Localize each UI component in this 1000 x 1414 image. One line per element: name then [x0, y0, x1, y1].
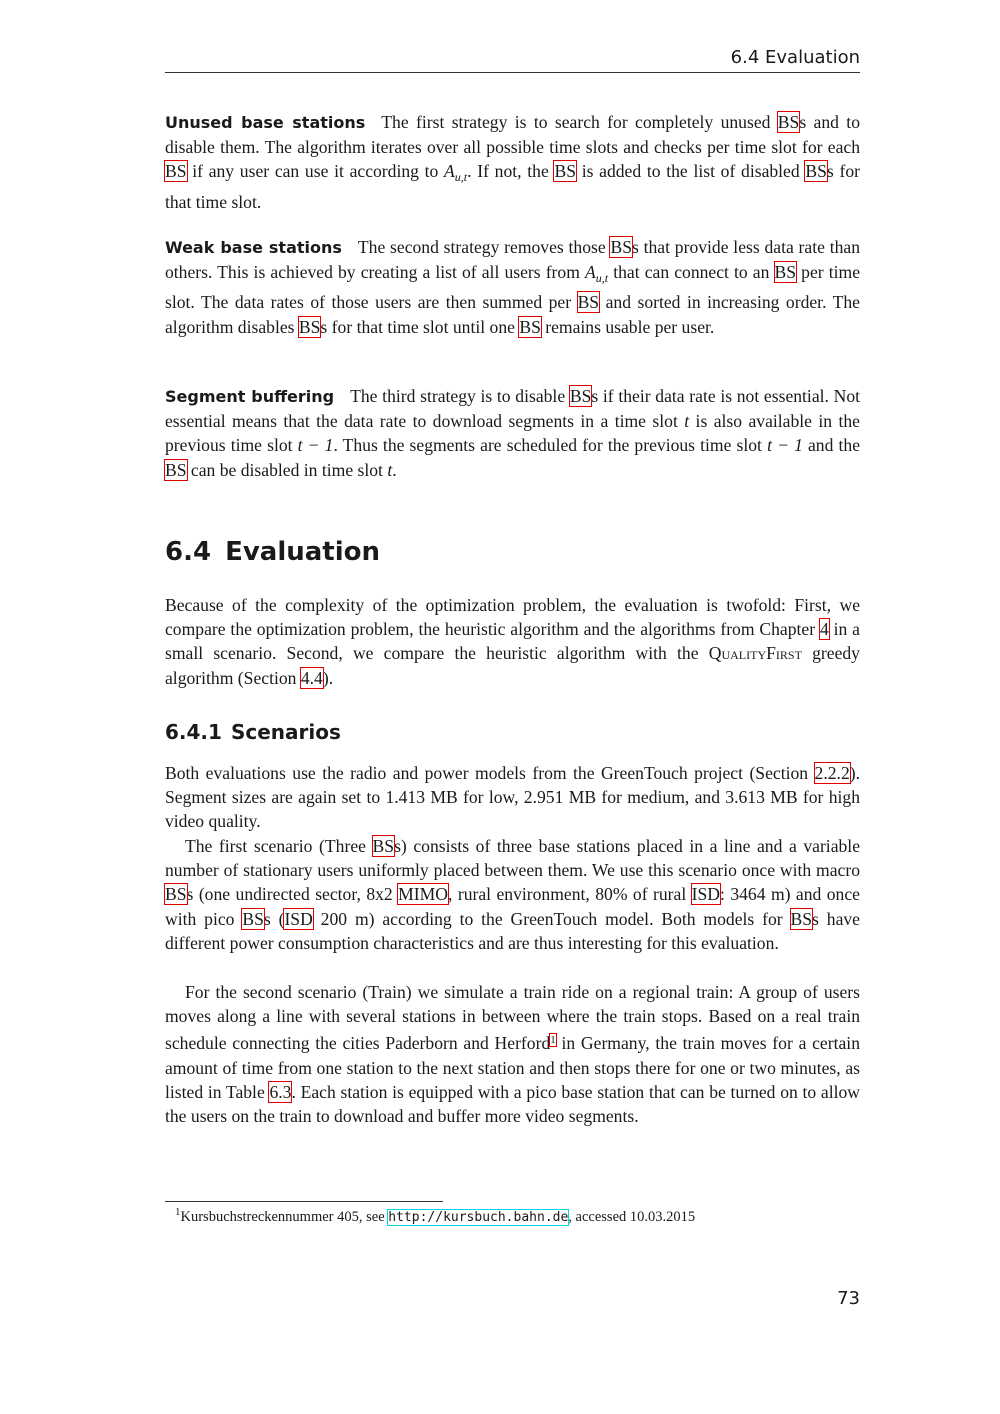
acronym-link-isd[interactable]: ISD — [691, 884, 721, 905]
math-symbol: t — [387, 459, 393, 480]
paragraph-weak-base-stations: Weak base stations The second strategy removes those BSs that provide less data rate than others. This is achieved by creating a list of all users from $A_{u,t}$ that can connect to an BS per time slot. The data rates of those users are then summed per BS and sorted in increasing order. The algorithm disables BSs for that time slot until one BS remains usable per user. — [165, 237, 861, 337]
math-symbol: t — [684, 411, 690, 432]
acronym-link-bs[interactable]: BS — [777, 112, 800, 132]
acronym-link-bs[interactable]: BS — [165, 161, 187, 182]
acronym-link-bs[interactable]: BS — [165, 459, 187, 480]
algorithm-name: QualityFirst — [708, 643, 802, 664]
acronym-link-bs[interactable]: BS — [790, 908, 813, 929]
acronym-link-bs[interactable]: BS — [519, 316, 541, 337]
acronym-link-bs[interactable]: BS — [372, 836, 395, 856]
header-rule — [165, 72, 860, 73]
paragraph-first-scenario: The first scenario (Three BSs) consists of three base stations placed in a line and a variable number of stationary users uniformly placed between them. We use this scenario once with macro BSs (one undirected sector, 8x2 MIMO, rural environment, 80% of rural ISD: 3464 m) and once with pico BSs (ISD 200 m) according to the GreenTouch model. Both models for BSs have different power consumption characteristics and are thus interesting for this evaluation. — [165, 836, 860, 953]
paragraph-evaluation-intro: Because of the complexity of the optimization problem, the evaluation is twofold: First, we compare the optimization problem, the heuristic algorithm and the algorithms from Chapter 4 in a small scenario. Second, we compare the heuristic algorithm with the QualityFirst greedy algorithm (Section 4.4). — [165, 595, 860, 688]
footnote-reference-link[interactable]: 1 — [550, 1034, 556, 1047]
section-heading — [165, 537, 380, 567]
chapter-reference-link[interactable]: 4 — [819, 619, 829, 640]
math-symbol: A — [585, 262, 596, 283]
subsection-heading — [165, 720, 341, 744]
paragraph-heading: Weak base stations — [165, 238, 342, 257]
paragraph-heading: Unused base stations — [165, 113, 366, 132]
math-subscript: u,t — [595, 271, 609, 286]
acronym-link-bs[interactable]: BS — [805, 161, 827, 182]
section-reference-link[interactable]: 4.4 — [300, 667, 323, 688]
page-number: 73 — [837, 1288, 860, 1309]
acronym-link-bs[interactable]: BS — [774, 262, 797, 283]
math-symbol: A — [444, 161, 455, 182]
table-reference-link[interactable]: 6.3 — [269, 1081, 292, 1102]
paragraph-scenarios-models: Both evaluations use the radio and power models from the GreenTouch project (Section 2.2.2). Segment sizes are again set to 1.413 MB for low, 2.951 MB for medium, and 3.613 MB for high video quality. — [165, 763, 860, 832]
section-title: Evaluation — [225, 537, 380, 567]
footnote-rule — [165, 1201, 443, 1202]
subsection-title: Scenarios — [230, 720, 341, 744]
paragraph-unused-base-stations: Unused base stations The first strategy is to search for completely unused BSs and to disable them. The algorithm iterates over all possible time slots and checks per time slot for each BS if any user can use it according to $A_{u,t}$. If not, the BS is added to the list of disabled BSs for that time slot. — [165, 112, 860, 212]
section-reference-link[interactable]: 2.2.2 — [814, 763, 850, 783]
acronym-link-bs[interactable]: BS — [298, 316, 321, 337]
running-header: 6.4 Evaluation — [730, 47, 860, 68]
section-number: 6.4 — [165, 537, 212, 567]
paragraph-train-scenario: For the second scenario (Train) we simulate a train ride on a regional train: A group of users moves along a line with several stations in between where the train stops. Based on a real train schedule connecting the cities Paderborn and Herford$^1$ in Germany, the train moves for a certain amount of time from one station to the next station and then stops there for one or two minutes, as listed in Table 6.3. Each station is equipped with a pico base station that can be turned on to allow the users on the train to download and buffer more video segments. — [165, 982, 860, 1127]
acronym-link-bs[interactable]: BS — [242, 908, 264, 929]
math-expression: t − 1 — [767, 435, 803, 456]
acronym-link-isd[interactable]: ISD — [284, 908, 313, 929]
acronym-link-bs[interactable]: BS — [165, 884, 187, 905]
math-subscript: u,t — [454, 170, 468, 185]
subsection-number: 6.4.1 — [165, 720, 222, 744]
acronym-link-bs[interactable]: BS — [554, 161, 576, 182]
acronym-link-bs[interactable]: BS — [577, 292, 600, 313]
acronym-link-mimo[interactable]: MIMO — [398, 884, 449, 905]
footnote-mark: 1 — [175, 1206, 181, 1218]
paragraph-heading: Segment buffering — [165, 387, 335, 406]
footnote-url-link[interactable]: http://kursbuch.bahn.de — [388, 1210, 569, 1225]
paragraph-segment-buffering: Segment buffering The third strategy is to disable BSs if their data rate is not essential. Not essential means that the data rate to download segments in a time slot t is also available in the previous time slot t − 1. Thus the segments are scheduled for the previous time slot t − 1 and the BS can be disabled in time slot t. — [165, 386, 861, 480]
acronym-link-bs[interactable]: BS — [569, 386, 592, 406]
footnote: $^1$Kursbuchstreckennummer 405, see http://kursbuch.bahn.de, accessed 10.03.2015 — [175, 1206, 696, 1225]
acronym-link-bs[interactable]: BS — [610, 237, 632, 257]
math-expression: t − 1 — [297, 435, 334, 456]
